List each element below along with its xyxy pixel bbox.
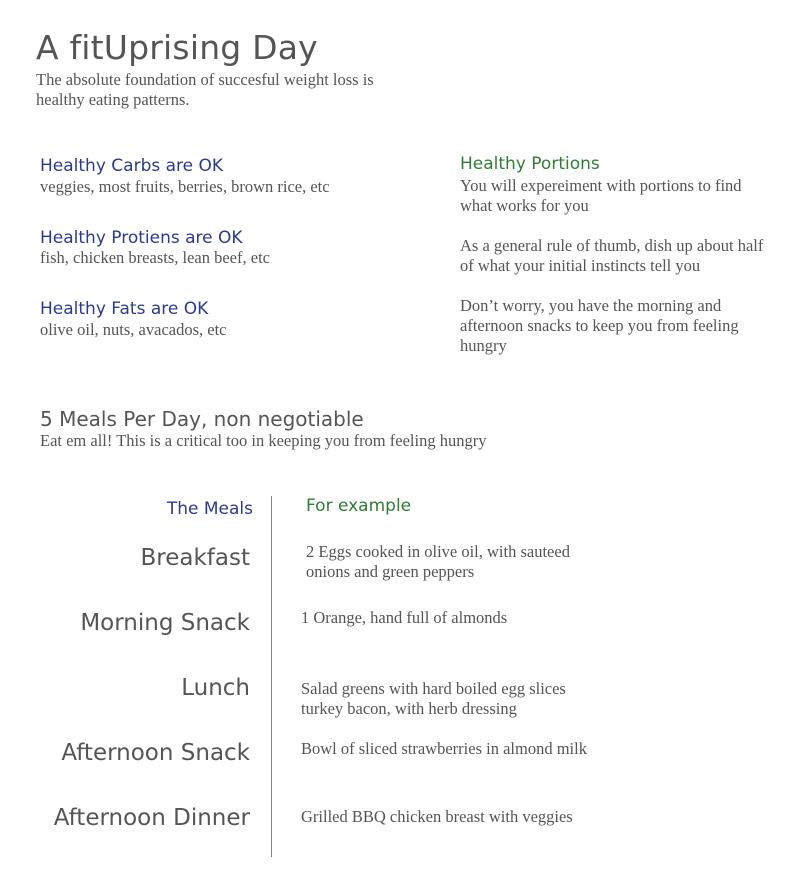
- portions-paragraph: You will expereiment with portions to find what works for you: [460, 176, 742, 215]
- example-column-header: For example: [306, 496, 412, 516]
- fats-heading: Healthy Fats are OK: [40, 299, 209, 319]
- meal-name-afternoon-snack: Afternoon Snack: [61, 740, 250, 766]
- page-subtitle: The absolute foundation of succesful weight loss is healthy eating patterns.: [36, 70, 374, 109]
- proteins-heading: Healthy Protiens are OK: [40, 228, 243, 248]
- column-divider: [271, 496, 272, 857]
- meal-name-breakfast: Breakfast: [140, 545, 250, 571]
- meal-example-breakfast: 2 Eggs cooked in olive oil, with sauteed onions and green peppers: [306, 542, 570, 581]
- meal-name-lunch: Lunch: [181, 675, 250, 701]
- fats-text: olive oil, nuts, avacados, etc: [40, 320, 227, 339]
- meals-column-header: The Meals: [166, 499, 253, 519]
- meal-example-afternoon-snack: Bowl of sliced strawberries in almond milk: [301, 739, 587, 758]
- proteins-text: fish, chicken breasts, lean beef, etc: [40, 248, 270, 267]
- page-title: A fitUprising Day: [36, 28, 318, 67]
- meal-name-morning-snack: Morning Snack: [80, 610, 250, 636]
- carbs-heading: Healthy Carbs are OK: [40, 156, 224, 176]
- meal-example-afternoon-dinner: Grilled BBQ chicken breast with veggies: [301, 807, 573, 826]
- carbs-text: veggies, most fruits, berries, brown rice, etc: [40, 177, 330, 196]
- meal-name-afternoon-dinner: Afternoon Dinner: [53, 805, 250, 831]
- meal-example-morning-snack: 1 Orange, hand full of almonds: [301, 608, 508, 627]
- portions-heading: Healthy Portions: [460, 154, 600, 174]
- portions-paragraph: As a general rule of thumb, dish up about half of what your initial instincts tell you: [460, 236, 764, 275]
- meals-heading: 5 Meals Per Day, non negotiable: [40, 407, 364, 431]
- portions-paragraph: Don’t worry, you have the morning and afternoon snacks to keep you from feeling hungry: [460, 296, 739, 355]
- meals-subheading: Eat em all! This is a critical too in keeping you from feeling hungry: [40, 431, 487, 450]
- meal-example-lunch: Salad greens with hard boiled egg slices turkey bacon, with herb dressing: [301, 679, 566, 718]
